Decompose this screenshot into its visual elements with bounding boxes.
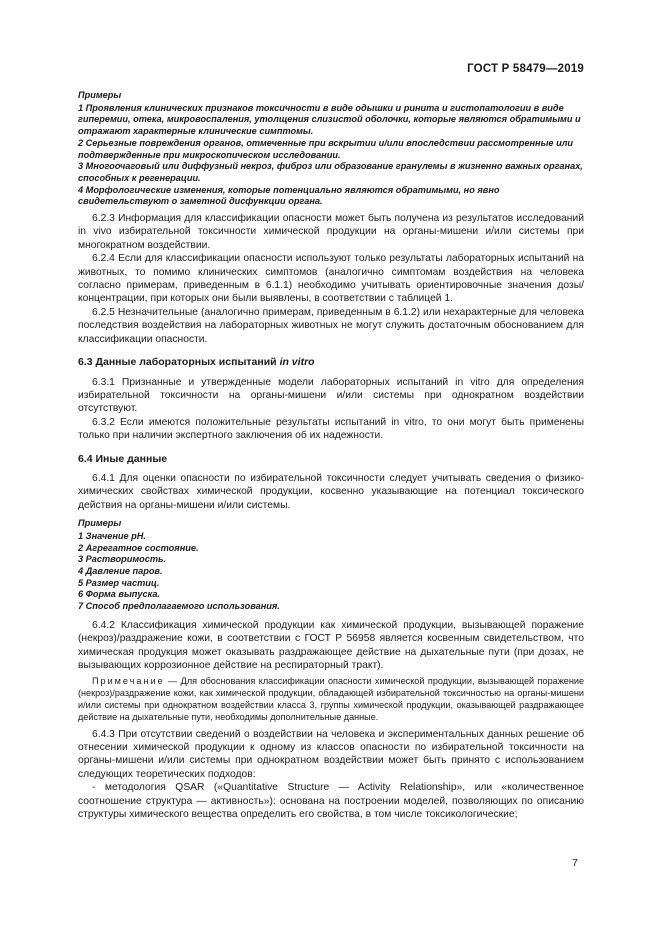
- paragraph-6-4-3: 6.4.3 При отсутствии сведений о воздействии на человека и экспериментальных данных решение об отнесении химической продукции к одному из классов опасности по избирательной токсичности на органы-мишени и/или системы при однократном воздействии может быть принято с использованием следующих теоретических подходов:: [78, 728, 584, 780]
- note-label: Примечание: [92, 676, 165, 687]
- examples-block-2: [78, 518, 584, 613]
- section-heading-italic: in vitro: [279, 356, 315, 369]
- example-item: 7 Способ предполагаемого использования.: [78, 601, 280, 612]
- paragraph-6-2-4: 6.2.4 Если для классификации опасности используют только результаты лабораторных испытаний на животных, то помимо клинических симптомов (аналогично симптомам воздействия на человека согласно примерам, приведенным в 6.1.1) необходимо учитывать ориентировочные значения дозы/концентрации, при которых они были выявлены, в соответствии с таблицей 1.: [78, 253, 584, 305]
- example-item: 4 Давление паров.: [78, 565, 163, 576]
- examples-title: Примеры: [78, 90, 122, 100]
- page-content: [78, 90, 584, 821]
- paragraph-6-3-2: 6.3.2 Если имеются положительные результаты испытаний in vitro, то они могут быть применены только при наличии экспертного заключения об их надежности.: [78, 416, 584, 442]
- example-item: 4 Морфологические изменения, которые потенциально являются обратимыми, но явно свидетельствуют о заметной дисфункции органа.: [78, 184, 500, 207]
- example-item: 1 Проявления клинических признаков токсичности в виде одышки и ринита и гистопатологии в виде гиперемии, отека, микровоспаления, утолщения слизистой оболочки, которые являются обратимыми и отражают характерные клинические симптомы.: [78, 102, 581, 137]
- page-number: 7: [572, 857, 578, 869]
- example-item: 1 Значение pH.: [78, 530, 146, 541]
- paragraph-6-2-3: 6.2.3 Информация для классификации опасности может быть получена из результатов исследований in vivo избирательной токсичности химической продукции на органы-мишени и/или системы при многократном воздействии.: [78, 213, 584, 251]
- example-item: 3 Растворимость.: [78, 554, 167, 565]
- paragraph-6-4-1: 6.4.1 Для оценки опасности по избирательной токсичности следует учитывать сведения о физико-химических свойствах химической продукции, косвенно указывающие на потенциал токсического действия на органы-мишени и/или системы.: [78, 472, 584, 511]
- example-item: 6 Форма выпуска.: [78, 589, 161, 600]
- paragraph-6-2-5: 6.2.5 Незначительные (аналогично примерам, приведенным в 6.1.2) или нехарактерные для человека последствия воздействия на лабораторных животных не могут служить достаточным обоснованием для классификации опасности.: [78, 306, 584, 345]
- examples-title: Примеры: [78, 518, 122, 529]
- paragraph-6-4-2: 6.4.2 Классификация химической продукции как химической продукции, вызывающей поражение (некроз)/раздражение кожи, в соответствии с ГОСТ Р 56958 является косвенным свидетельством, что химическая продукция может оказывать раздражающее действие на дыхательные пути (при дозах, не вызывающих коррозионное действие на респираторный тракт).: [78, 619, 584, 671]
- example-item: 5 Размер частиц.: [78, 577, 160, 588]
- paragraph-6-4-3-qsar: - методология QSAR («Quantitative Structure — Activity Relationship», или «количественное соотношение структура — активность»): основана на построении моделей, позволяющих по описанию структуры химического вещества определить его свойства, в том числе токсикологические;: [78, 782, 584, 821]
- document-id: ГОСТ Р 58479—2019: [467, 63, 584, 75]
- example-item: 2 Серьезные повреждения органов, отмеченные при вскрытии и/или впоследствии рассмотренные или подтвержденные при микроскопическом исследовании.: [78, 137, 574, 160]
- section-heading-text: 6.3 Данные лабораторных испытаний: [78, 356, 280, 369]
- note: [78, 676, 584, 723]
- section-heading-6-4: 6.4 Иные данные: [78, 452, 168, 465]
- paragraph-6-3-1: 6.3.1 Признанные и утвержденные модели лабораторных испытаний in vitro для определения избирательной токсичности на органы-мишени и/или системы при однократном воздействии отсутствуют.: [78, 376, 584, 415]
- examples-block-1: [78, 90, 584, 208]
- section-heading-6-3: [78, 356, 584, 369]
- note-text: — Для обоснования классификации опасности химической продукции, вызывающей поражение (некроз)/раздражение кожи, как химической продукции, обладающей избирательной токсичностью на органы-мишени и/или системы при однократном воздействии класса 3, группы химической продукции, оказывающей раздражающее действие на дыхательные пути, необходимы дополнительные данные.: [78, 676, 584, 722]
- example-item: 3 Многоочаговый или диффузный некроз, фиброз или образование гранулемы в жизненно важных органах, способных к регенерации.: [78, 161, 583, 183]
- example-item: 2 Агрегатное состояние.: [78, 542, 199, 553]
